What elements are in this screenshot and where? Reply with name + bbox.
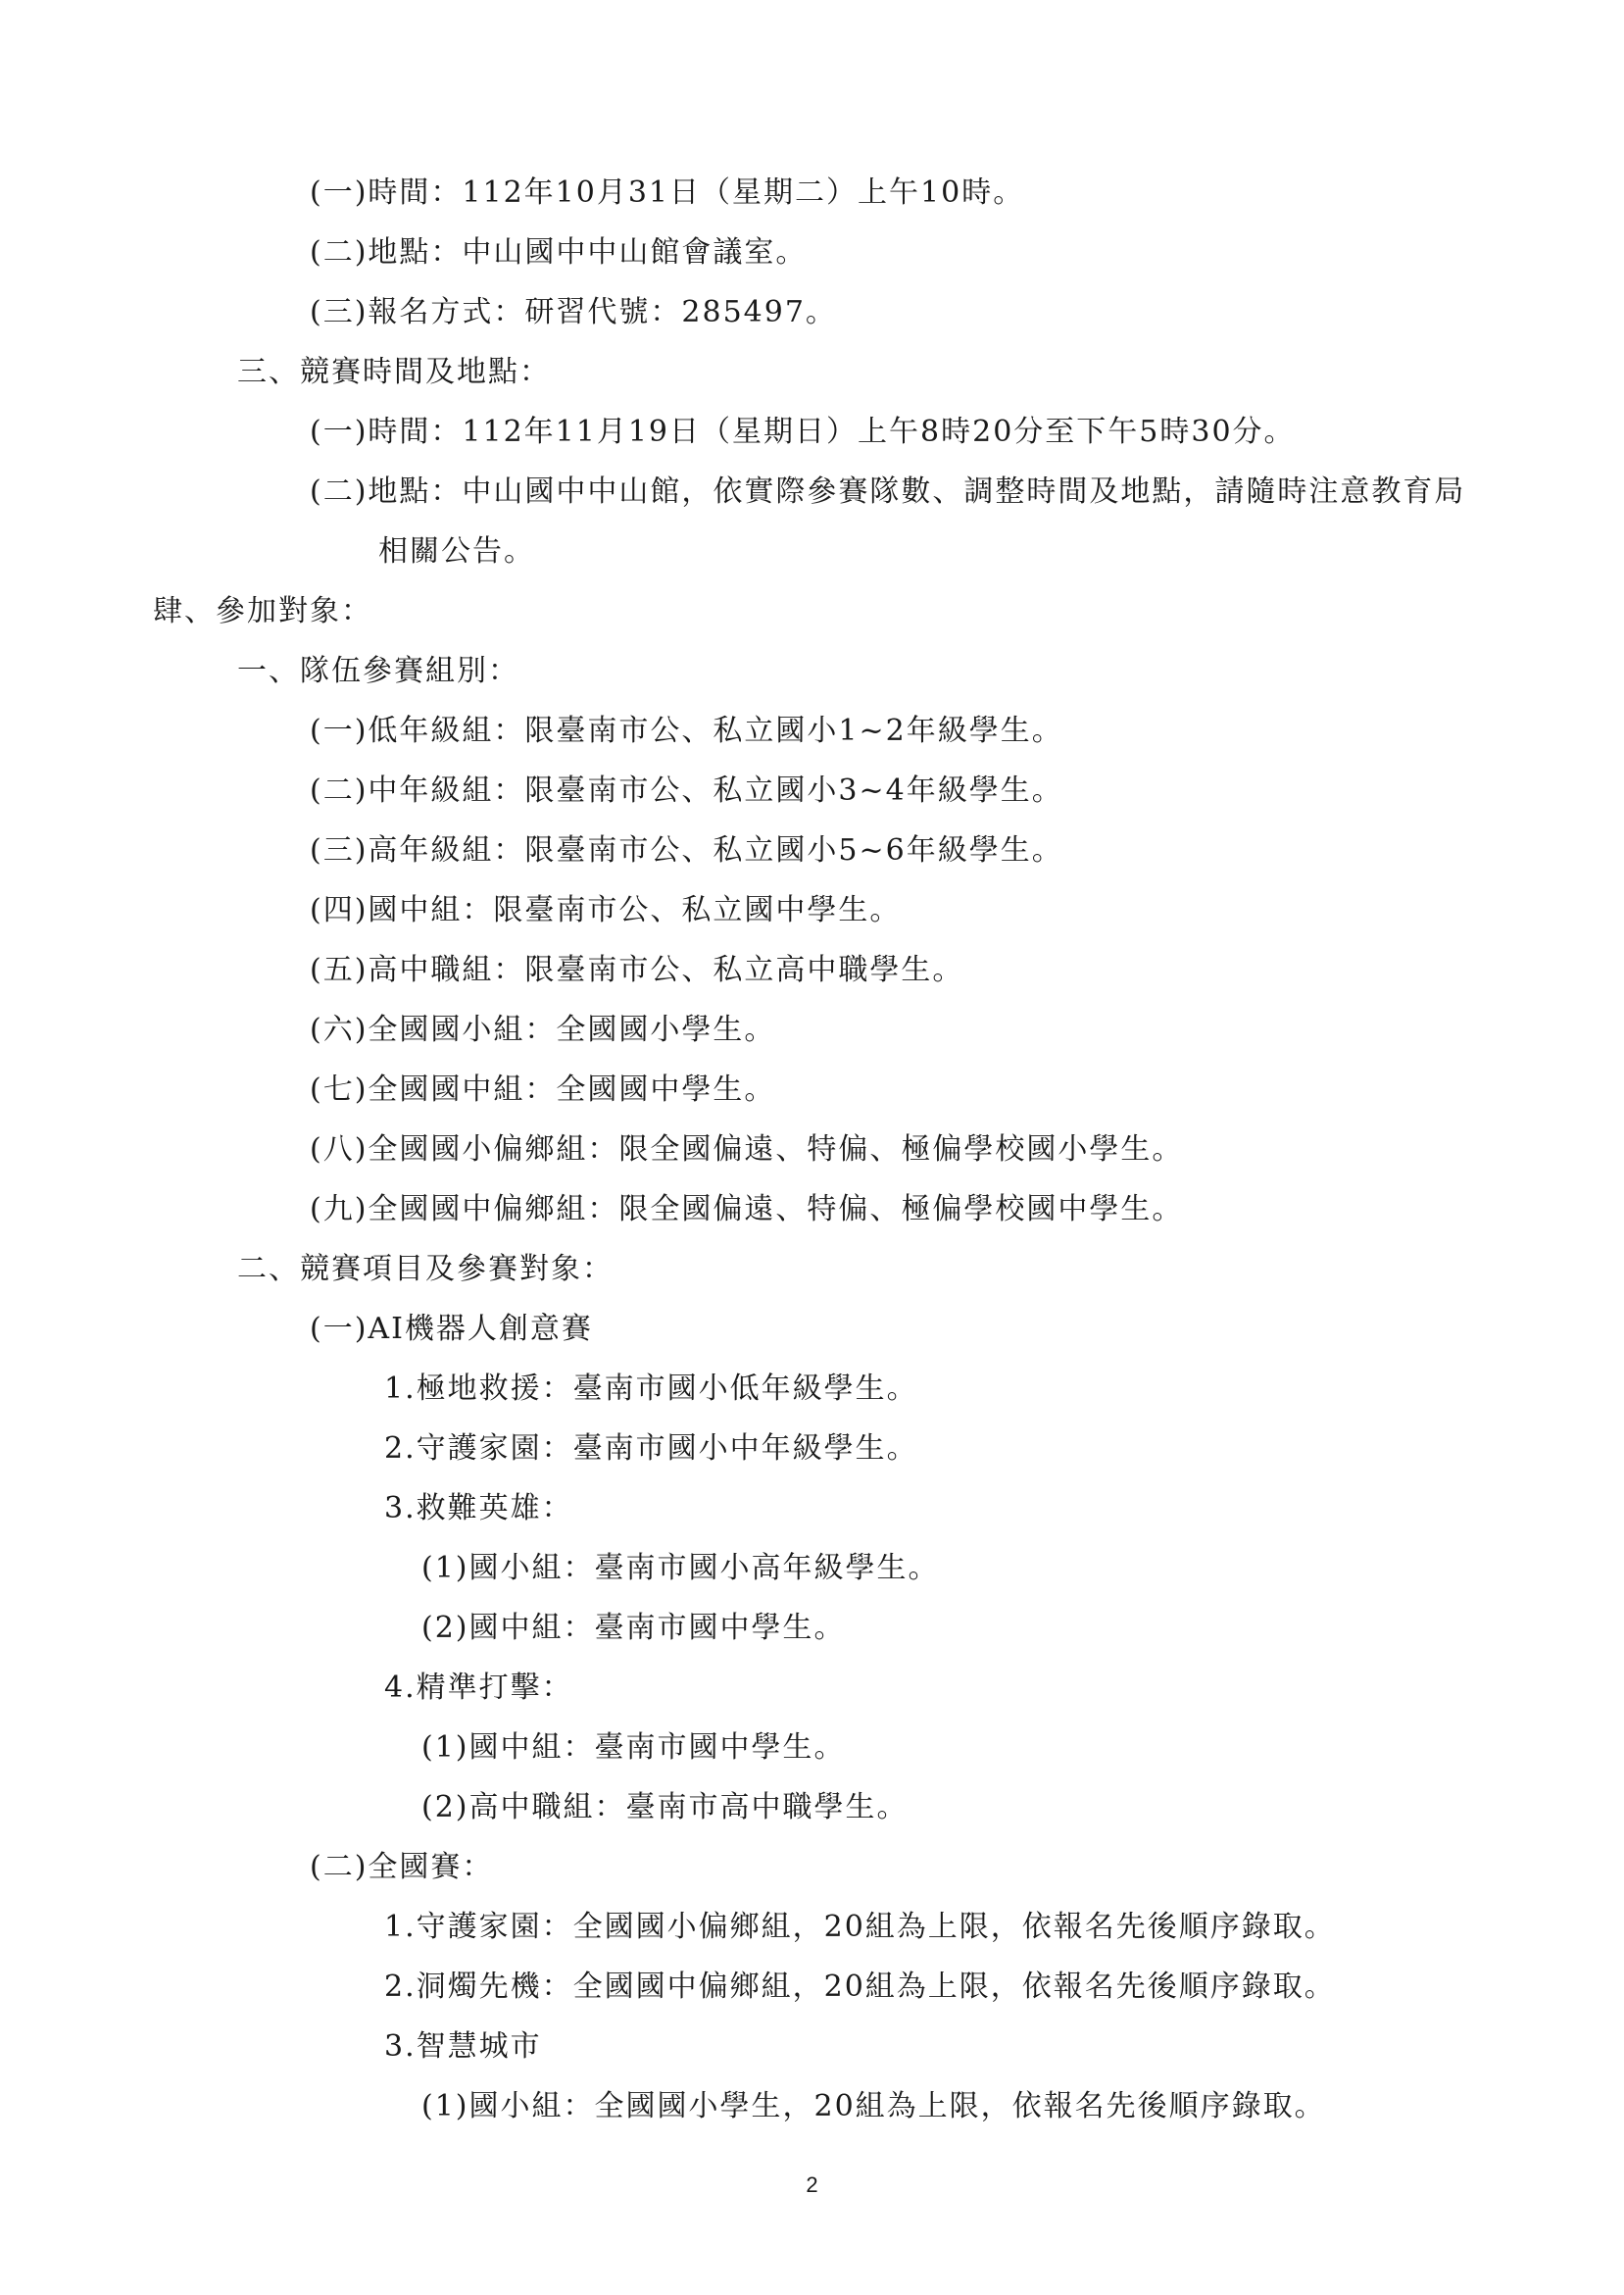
text-line: (一)時間：112年10月31日（星期二）上午10時。 — [310, 175, 1025, 210]
chapter-heading: 肆、參加對象： — [153, 594, 372, 628]
text-line: (二)地點：中山國中中山館會議室。 — [310, 235, 808, 270]
text-line: (三)高年級組：限臺南市公、私立國小5~6年級學生。 — [310, 833, 1063, 868]
text-line: (2)高中職組：臺南市高中職學生。 — [421, 1790, 909, 1824]
text-line: (1)國小組：全國國小學生，20組為上限，依報名先後順序錄取。 — [421, 2089, 1326, 2123]
text-line: 3.智慧城市 — [384, 2029, 542, 2064]
text-line: (二)地點：中山國中中山館，依實際參賽隊數、調整時間及地點，請隨時注意教育局 — [310, 474, 1466, 509]
text-line: 2.洞燭先機：全國國中偏鄉組，20組為上限，依報名先後順序錄取。 — [384, 1970, 1336, 2004]
text-line: 1.守護家園：全國國小偏鄉組，20組為上限，依報名先後順序錄取。 — [384, 1910, 1336, 1944]
text-line: (二)中年級組：限臺南市公、私立國小3~4年級學生。 — [310, 773, 1063, 808]
text-line: (八)全國國小偏鄉組：限全國偏遠、特偏、極偏學校國小學生。 — [310, 1132, 1184, 1167]
text-line: (2)國中組：臺南市國中學生。 — [421, 1611, 846, 1645]
text-line: (1)國小組：臺南市國小高年級學生。 — [421, 1551, 940, 1585]
text-line: 2.守護家園：臺南市國小中年級學生。 — [384, 1431, 918, 1466]
section-heading: 一、隊伍參賽組別： — [237, 654, 519, 688]
text-line: (五)高中職組：限臺南市公、私立高中職學生。 — [310, 953, 964, 987]
text-line: 相關公告。 — [378, 534, 535, 569]
text-line: (一)低年級組：限臺南市公、私立國小1~2年級學生。 — [310, 714, 1063, 748]
text-line: (三)報名方式：研習代號：285497。 — [310, 295, 837, 329]
text-line: 4.精準打擊： — [384, 1671, 573, 1705]
text-line: (一)AI機器人創意賽 — [310, 1312, 593, 1346]
text-line: (七)全國國中組：全國國中學生。 — [310, 1073, 776, 1107]
page-number: 2 — [806, 2172, 818, 2197]
text-line: 3.救難英雄： — [384, 1491, 573, 1525]
text-line: (九)全國國中偏鄉組：限全國偏遠、特偏、極偏學校國中學生。 — [310, 1192, 1184, 1226]
text-line: (六)全國國小組：全國國小學生。 — [310, 1013, 776, 1047]
text-line: (二)全國賽： — [310, 1850, 494, 1884]
text-line: (1)國中組：臺南市國中學生。 — [421, 1730, 846, 1765]
text-line: (一)時間：112年11月19日（星期日）上午8時20分至下午5時30分。 — [310, 415, 1296, 449]
section-heading: 二、競賽項目及參賽對象： — [237, 1252, 614, 1286]
text-line: 1.極地救援：臺南市國小低年級學生。 — [384, 1372, 918, 1406]
section-heading: 三、競賽時間及地點： — [237, 355, 551, 389]
text-line: (四)國中組：限臺南市公、私立國中學生。 — [310, 893, 902, 927]
